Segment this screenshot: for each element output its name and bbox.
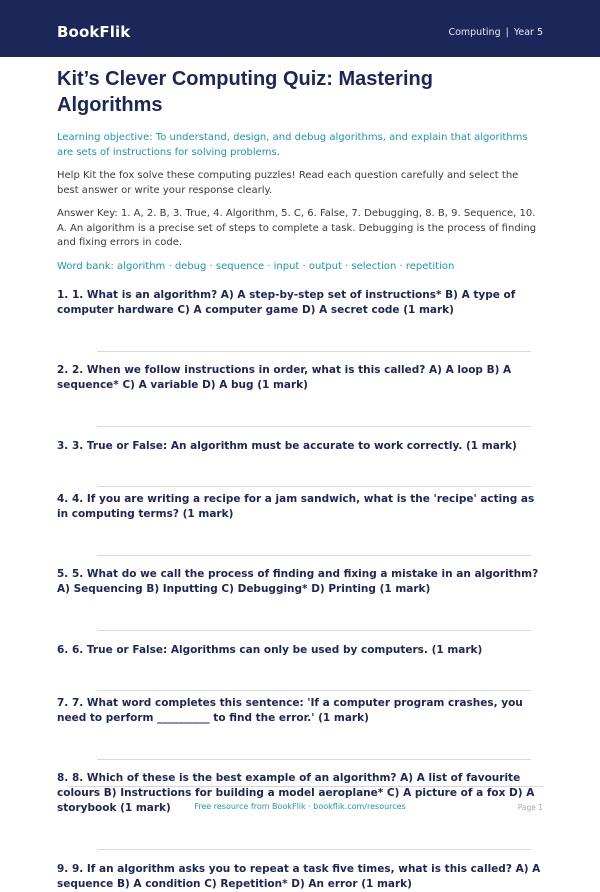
question-2: 2. 2. When we follow instructions in order, what is this called? A) A loop B) A sequence* C) A variable D) A bug (1 mark): [57, 364, 512, 391]
page-number: Page 1: [517, 803, 543, 812]
question-1: 1. 1. What is an algorithm? A) A step-by-step set of instructions* B) A type of computer hardware C) A computer game D) A secret code (1 mark): [57, 289, 516, 316]
footer-divider: [67, 786, 543, 787]
question-3: 3. 3. True or False: An algorithm must be accurate to work correctly. (1 mark): [57, 440, 517, 452]
question-9: 9. 9. If an algorithm asks you to repeat a task five times, what is this called? A) A sequence B) A condition C) Repetition* D) An error (1 mark): [57, 863, 541, 890]
page-title: Kit’s Clever Computing Quiz: Mastering Algorithms: [57, 68, 433, 116]
intro-text: Help Kit the fox solve these computing puzzles! Read each question carefully and select the best answer or write your response clearly.: [57, 170, 519, 196]
year-label: Year 5: [513, 27, 543, 38]
question-8: 8. 8. Which of these is the best example of an algorithm? A) A list of favourite colours B) Instructions for building a model aeroplane* C) A picture of a fox D) A storybook (1 mark): [57, 772, 535, 814]
header-meta: [448, 27, 543, 38]
question-7: 7. 7. What word completes this sentence: 'If a computer program crashes, you need to perform __________ to find the error.' (1 mark): [57, 697, 523, 724]
subject-label: Computing: [448, 27, 501, 38]
learning-objective: Learning objective: To understand, design, and debug algorithms, and explain that algorithms are sets of instructions for solving problems.: [57, 132, 528, 158]
question-4: 4. 4. If you are writing a recipe for a jam sandwich, what is the 'recipe' acting as in computing terms? (1 mark): [57, 493, 535, 520]
brand-logo[interactable]: BookFlik: [57, 23, 131, 41]
answer-key: Answer Key: 1. A, 2. B, 3. True, 4. Algorithm, 5. C, 6. False, 7. Debugging, 8. B, 9. Sequence, 10. A. An algorithm is a precise set of steps to complete a task. Debugging is the process of finding and fixing errors in code.: [57, 208, 537, 248]
meta-separator: |: [505, 27, 509, 38]
question-6: 6. 6. True or False: Algorithms can only be used by computers. (1 mark): [57, 644, 483, 656]
footer-resource-link[interactable]: Free resource from BookFlik · bookflik.com/resources: [194, 802, 406, 811]
worksheet-content: [57, 60, 543, 892]
question-5: 5. 5. What do we call the process of finding and fixing a mistake in an algorithm? A) Sequencing B) Inputting C) Debugging* D) Printing (1 mark): [57, 568, 539, 595]
header-bar: [0, 0, 600, 57]
word-bank: Word bank: algorithm · debug · sequence · input · output · selection · repetition: [57, 260, 455, 272]
